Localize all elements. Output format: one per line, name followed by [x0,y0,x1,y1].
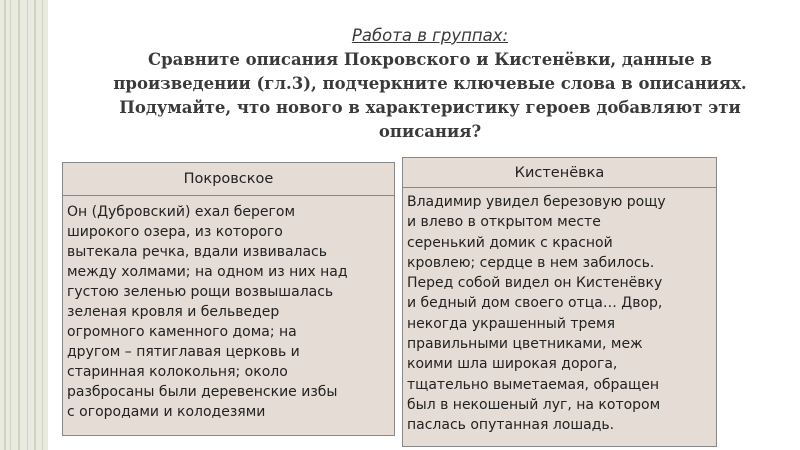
pokrovskoe-title: Покровское [63,163,394,196]
text-line: Он (Дубровский) ехал берегом [67,204,296,220]
text-line: огромного каменного дома; на [67,324,297,340]
kistenevka-title: Кистенёвка [403,158,716,188]
text-line: между холмами; на одном из них над [67,264,348,280]
text-line: широкого озера, из которого [67,224,283,240]
text-line: и бедный дом своего отца… Двор, [407,295,663,312]
text-line: паслась опутанная лошадь. [407,417,615,434]
slide-heading [100,24,760,144]
text-line: серенький домик с красной [407,234,613,251]
text-line: некогда украшенный тремя [407,315,616,332]
text-line: разбросаны были деревенские избы [67,384,338,400]
text-line: густою зеленью рощи возвышалась [67,284,334,300]
text-line: и влево в открытом месте [407,214,601,231]
text-line: другом – пятиглавая церковь и [67,344,300,360]
heading-task: Сравните описания Покровского и Кистенёвки, данные в произведении (гл.3), подчеркните ключевые слова в описаниях. Подумайте, что нового в характеристику героев добавляют эти описания? [113,50,747,141]
stripe [4,0,6,450]
text-line: Владимир увидел березовую рощу [407,194,666,210]
text-line: старинная колокольня; около [67,364,288,380]
stripe [42,0,43,450]
pokrovskoe-text [63,196,394,422]
text-line: тщательно выметаемая, обращен [407,376,659,393]
stripe [34,0,36,450]
text-line: с огородами и колодезями [67,404,266,420]
kistenevka-card [402,157,717,447]
text-line: коими шла широкая дорога, [407,356,618,373]
stripe [18,0,20,450]
text-line: правильными цветниками, меж [407,336,643,353]
text-line: кровлею; сердце в нем забилось. [407,254,655,271]
decorative-side-band [0,0,48,450]
kistenevka-text [403,188,716,436]
stripe [27,0,28,450]
pokrovskoe-card [62,162,395,436]
text-line: Перед собой видел он Кистенёвку [407,275,663,292]
text-line: был в некошеный луг, на котором [407,396,661,413]
text-line: вытекала речка, вдали извивалась [67,244,327,260]
heading-title: Работа в группах: [351,26,509,45]
stripe [10,0,11,450]
text-line: зеленая кровля и бельведер [67,304,280,320]
